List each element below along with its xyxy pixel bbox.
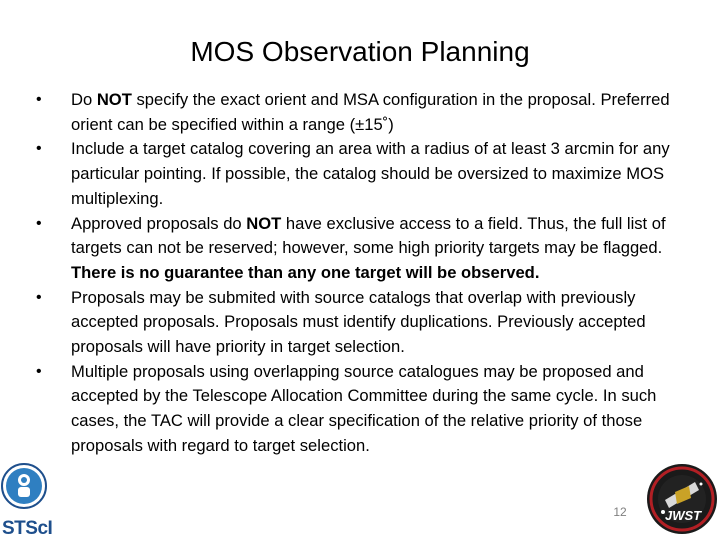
bullet-marker: • (36, 288, 42, 306)
bullet-text: specify the exact orient and MSA configuration in the proposal. Preferred orient can be specified within a range (±15˚) (71, 90, 670, 134)
bullet-emphasis: NOT (246, 213, 282, 233)
bullet-item (36, 212, 696, 286)
bullet-marker: • (36, 214, 42, 232)
bullet-text: Approved proposals do (71, 213, 247, 233)
stsci-emblem-icon (0, 458, 62, 520)
jwst-logo-icon (645, 462, 719, 536)
bullet-marker: • (36, 362, 42, 380)
bullet-marker: • (36, 140, 42, 158)
jwst-logo-text: JWST (665, 508, 702, 523)
bullet-emphasis: There is no guarantee than any one target will be observed. (71, 262, 540, 282)
bullet-item (36, 286, 696, 360)
page-number: 12 (613, 505, 627, 519)
bullet-text: Do (71, 90, 97, 109)
jwst-emblem-icon (645, 462, 719, 536)
bullet-list (36, 88, 696, 459)
stsci-logo-text: STScI (2, 518, 53, 539)
bullet-emphasis: NOT (96, 90, 132, 109)
bullet-text: Include a target catalog covering an area with a radius of at least 3 arcmin for any particular pointing. If possible, the catalog should be oversized to maximize MOS multiplexing. (71, 139, 670, 208)
bullet-text: Multiple proposals using overlapping source catalogues may be proposed and accepted by the Telescope Allocation Committee during the same cycle. In such cases, the TAC will provide a clear specification of the relative priority of those proposals with regard to target selection. (71, 361, 657, 455)
bullet-item (36, 137, 696, 211)
bullet-text: Proposals may be submited with source catalogs that overlap with previously accepted proposals. Proposals must identify duplications. Previously accepted proposals will have priority in target selection. (71, 287, 646, 357)
bullet-marker: • (36, 91, 42, 108)
bullet-text: have exclusive access to a field. Thus, the full list of targets can not be reserved; however, some high priority targets may be flagged. (71, 213, 666, 258)
bullet-item (36, 88, 696, 137)
slide-title: MOS Observation Planning (190, 36, 530, 67)
bullet-item (36, 360, 696, 459)
